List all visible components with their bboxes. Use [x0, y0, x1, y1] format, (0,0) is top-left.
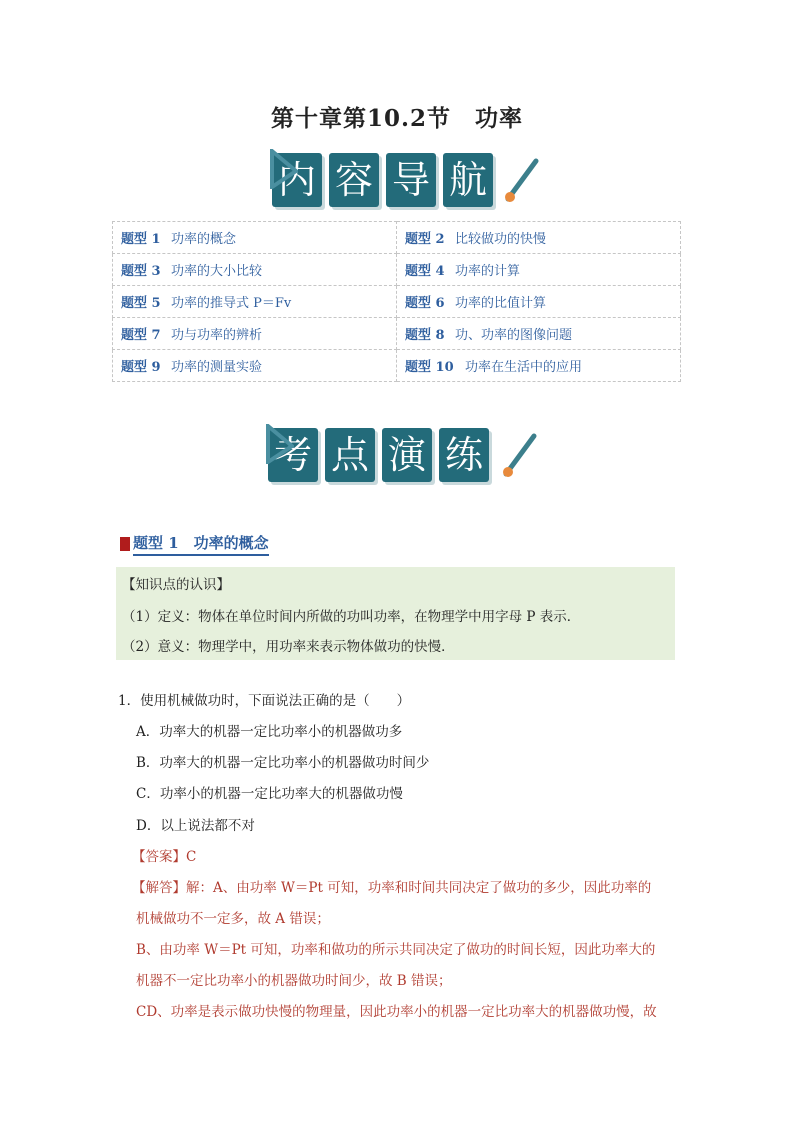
nav-item[interactable]: 题型 9 功率的测量实验: [113, 350, 397, 382]
nav-item[interactable]: 题型 7 功与功率的辨析: [113, 318, 397, 350]
explanation-label: 【解答】: [132, 880, 186, 896]
table-row: [113, 350, 681, 382]
table-row: [113, 254, 681, 286]
banner-char: 点: [325, 428, 375, 482]
explanation-line: 机器不一定比功率小的机器做功时间少，故 B 错误；: [136, 973, 452, 989]
explanation-line: 【解答】解：A、由功率 W＝Pt 可知，功率和时间共同决定了做功的多少，因此功率的: [132, 880, 652, 896]
nav-banner: [272, 145, 532, 213]
nav-item[interactable]: 题型 6 功率的比值计算: [397, 286, 681, 318]
table-row: [113, 222, 681, 254]
nav-item[interactable]: 题型 4 功率的计算: [397, 254, 681, 286]
triangle-deco-icon: [268, 149, 298, 189]
question-option: C．功率小的机器一定比功率大的机器做功慢: [136, 786, 403, 802]
nav-item[interactable]: 题型 2 比较做功的快慢: [397, 222, 681, 254]
banner-char: 考: [268, 428, 318, 482]
nav-item[interactable]: 题型 3 功率的大小比较: [113, 254, 397, 286]
page-title: 第十章第10.2节 功率: [270, 105, 524, 132]
banner-char: 练: [439, 428, 489, 482]
banner-char: 演: [382, 428, 432, 482]
answer-line: [132, 845, 196, 865]
explanation-line: B、由功率 W＝Pt 可知，功率和做功的所示共同决定了做功的时间长短，因此功率大的: [136, 942, 656, 958]
banner-char: 容: [329, 153, 379, 207]
banner-char: 内: [272, 153, 322, 207]
question-option: D．以上说法都不对: [136, 818, 255, 834]
question-stem: 1．使用机械做功时，下面说法正确的是（ ）: [118, 693, 411, 709]
square-bullet-icon: [120, 537, 130, 551]
knowledge-line: （1）定义：物体在单位时间内所做的功叫功率，在物理学中用字母 P 表示．: [122, 609, 581, 625]
answer-value: C: [186, 849, 197, 865]
question-option: A．功率大的机器一定比功率小的机器做功多: [136, 724, 403, 740]
nav-item[interactable]: 题型 8 功、功率的图像问题: [397, 318, 681, 350]
knowledge-box: [116, 567, 675, 660]
knowledge-line: （2）意义：物理学中，用功率来表示物体做功的快慢．: [122, 639, 455, 655]
banner-char: 航: [443, 153, 493, 207]
question-option: B．功率大的机器一定比功率小的机器做功时间少: [136, 755, 430, 771]
banner-char: 导: [386, 153, 436, 207]
knowledge-header: 【知识点的认识】: [122, 577, 230, 593]
topic-nav-table: [112, 221, 681, 382]
nav-item[interactable]: 题型 1 功率的概念: [113, 222, 397, 254]
nav-item[interactable]: 题型 10 功率在生活中的应用: [397, 350, 681, 382]
pen-deco-icon: [502, 155, 542, 205]
answer-label: 【答案】: [132, 849, 186, 865]
nav-item[interactable]: 题型 5 功率的推导式 P＝Fv: [113, 286, 397, 318]
pen-deco-icon: [500, 430, 540, 480]
explanation-line: 机械做功不一定多，故 A 错误；: [136, 911, 330, 927]
explanation-line: CD、功率是表示做功快慢的物理量，因此功率小的机器一定比功率大的机器做功慢，故: [136, 1004, 657, 1020]
section-heading: 题型 1 功率的概念: [120, 532, 269, 556]
triangle-deco-icon: [264, 424, 294, 464]
drill-banner: [268, 420, 530, 488]
table-row: [113, 318, 681, 350]
table-row: [113, 286, 681, 318]
